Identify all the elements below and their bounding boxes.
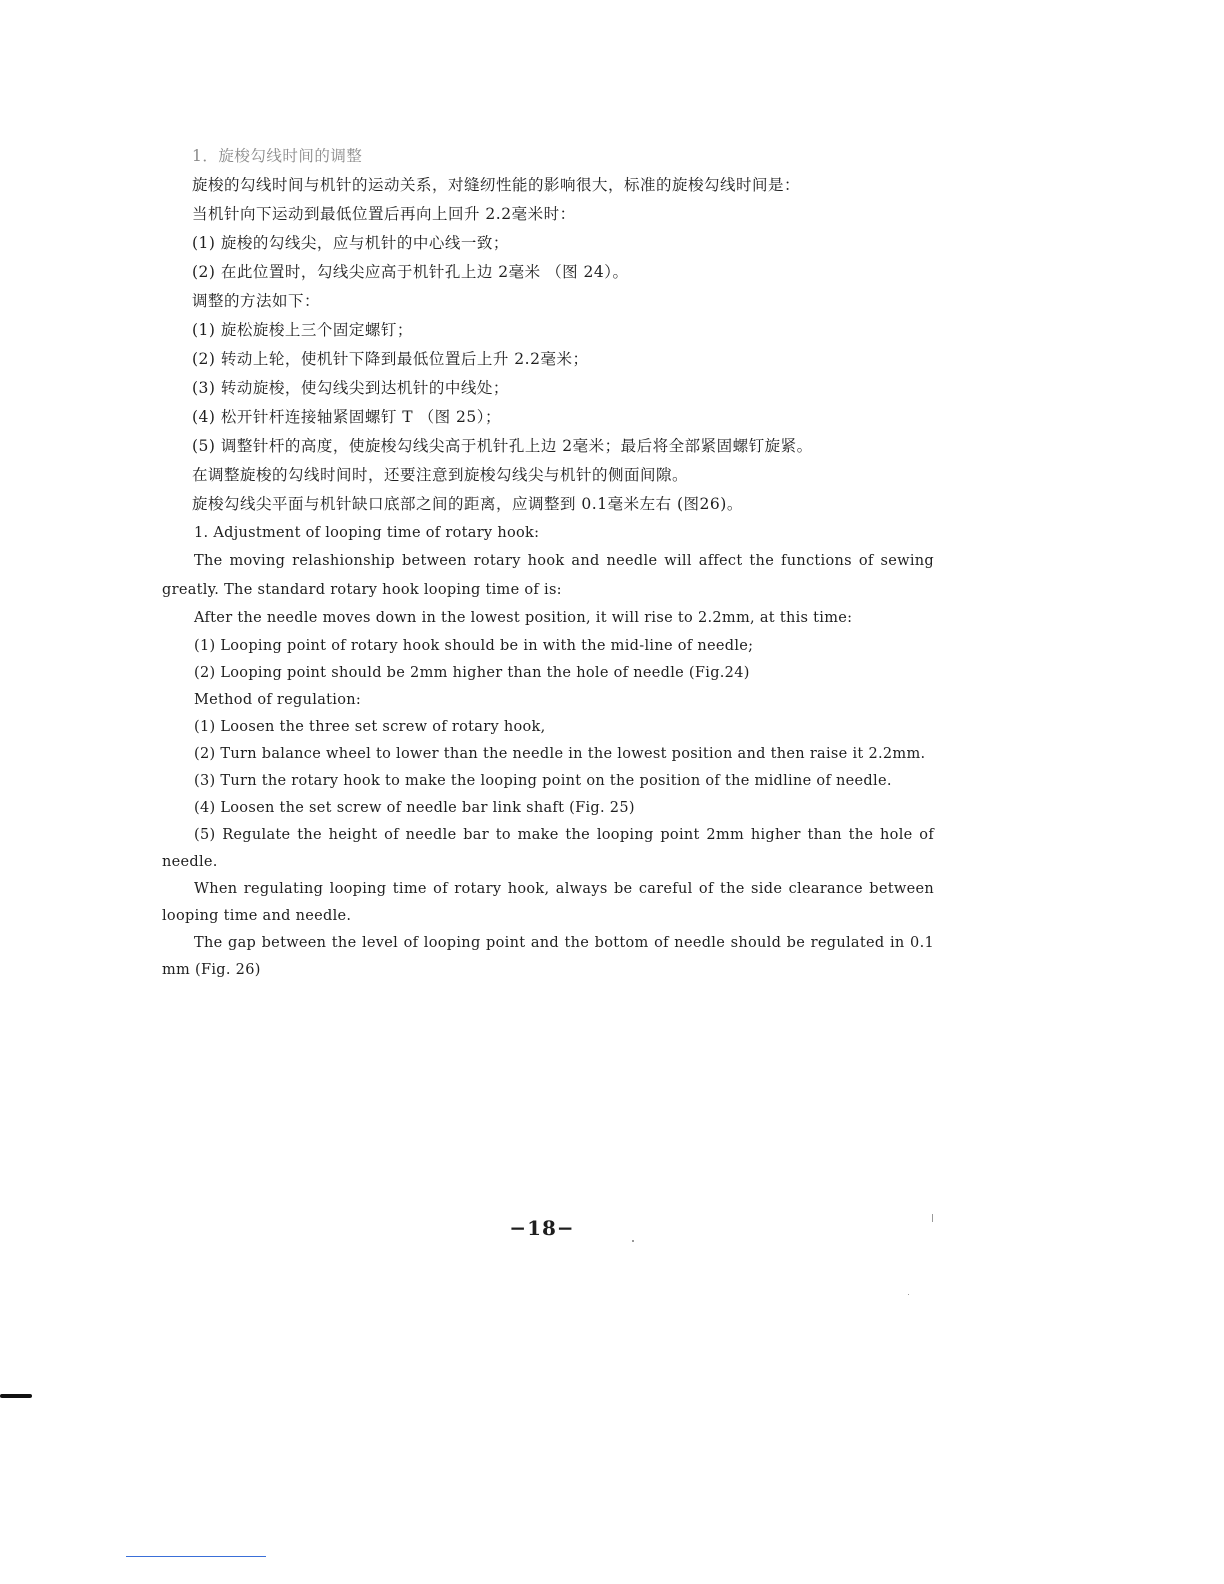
en-intro-paragraph: The moving relashionship between rotary hook and needle will affect the functions of sewing greatly. The standard rotary hook looping time of is: xyxy=(162,553,934,598)
en-condition-paragraph: After the needle moves down in the lowest position, it will rise to 2.2mm, at this time: xyxy=(194,610,853,626)
zh-intro-paragraph: 旋梭的勾线时间与机针的运动关系，对缝纫性能的影响很大，标准的旋梭勾线时间是： xyxy=(192,176,801,194)
en-step-3: (3) Turn the rotary hook to make the looping point on the position of the midline of needle. xyxy=(194,772,892,789)
en-step-5: (5) Regulate the height of needle bar to make the looping point 2mm higher than the hole of needle. xyxy=(162,826,934,870)
en-step-4: (4) Loosen the set screw of needle bar link shaft (Fig. 25) xyxy=(194,799,635,816)
en-clearance-note: When regulating looping time of rotary hook, always be careful of the side clearance between looping time and needle. xyxy=(162,880,934,924)
zh-step-4: (4) 松开针杆连接轴紧固螺钉 T （图 25）； xyxy=(192,408,501,426)
en-section-heading: 1. Adjustment of looping time of rotary hook: xyxy=(194,525,540,541)
scan-speck xyxy=(632,1240,634,1242)
footer-rule xyxy=(126,1556,266,1557)
page-number: −18− xyxy=(509,1216,575,1240)
zh-method-heading: 调整的方法如下： xyxy=(192,292,321,310)
zh-requirement-1: (1) 旋梭的勾线尖，应与机针的中心线一致； xyxy=(192,234,509,252)
zh-step-2: (2) 转动上轮，使机针下降到最低位置后上升 2.2毫米； xyxy=(192,350,589,368)
en-gap-note: The gap between the level of looping point and the bottom of needle should be regulated in 0.1 mm (Fig. 26) xyxy=(162,934,934,978)
zh-clearance-note: 在调整旋梭的勾线时间时，还要注意到旋梭勾线尖与机针的侧面间隙。 xyxy=(192,466,689,484)
scan-speck xyxy=(932,1214,933,1222)
en-requirement-1: (1) Looping point of rotary hook should be in with the mid-line of needle; xyxy=(194,637,754,654)
zh-step-1: (1) 旋松旋梭上三个固定螺钉； xyxy=(192,321,413,339)
zh-requirement-2: (2) 在此位置时，勾线尖应高于机针孔上边 2毫米 （图 24）。 xyxy=(192,263,629,281)
chinese-instructions xyxy=(160,142,940,519)
zh-step-5: (5) 调整针杆的高度，使旋梭勾线尖高于机针孔上边 2毫米；最后将全部紧固螺钉旋紧。 xyxy=(192,437,813,455)
zh-condition-paragraph: 当机针向下运动到最低位置后再向上回升 2.2毫米时： xyxy=(192,205,576,223)
en-requirement-2: (2) Looping point should be 2mm higher than the hole of needle (Fig.24) xyxy=(194,664,750,681)
en-step-1: (1) Loosen the three set screw of rotary hook, xyxy=(194,718,546,735)
zh-step-3: (3) 转动旋梭，使勾线尖到达机针的中线处； xyxy=(192,379,509,397)
english-instructions xyxy=(162,520,934,984)
zh-gap-note: 旋梭勾线尖平面与机针缺口底部之间的距离，应调整到 0.1毫米左右 (图26)。 xyxy=(192,495,743,513)
en-step-2: (2) Turn balance wheel to lower than the needle in the lowest position and then raise it 2.2mm. xyxy=(194,745,926,762)
scan-speck xyxy=(908,1294,909,1295)
en-method-heading: Method of regulation: xyxy=(194,691,362,708)
scan-margin-mark xyxy=(0,1394,32,1398)
zh-section-heading: 1．旋梭勾线时间的调整 xyxy=(192,147,363,165)
